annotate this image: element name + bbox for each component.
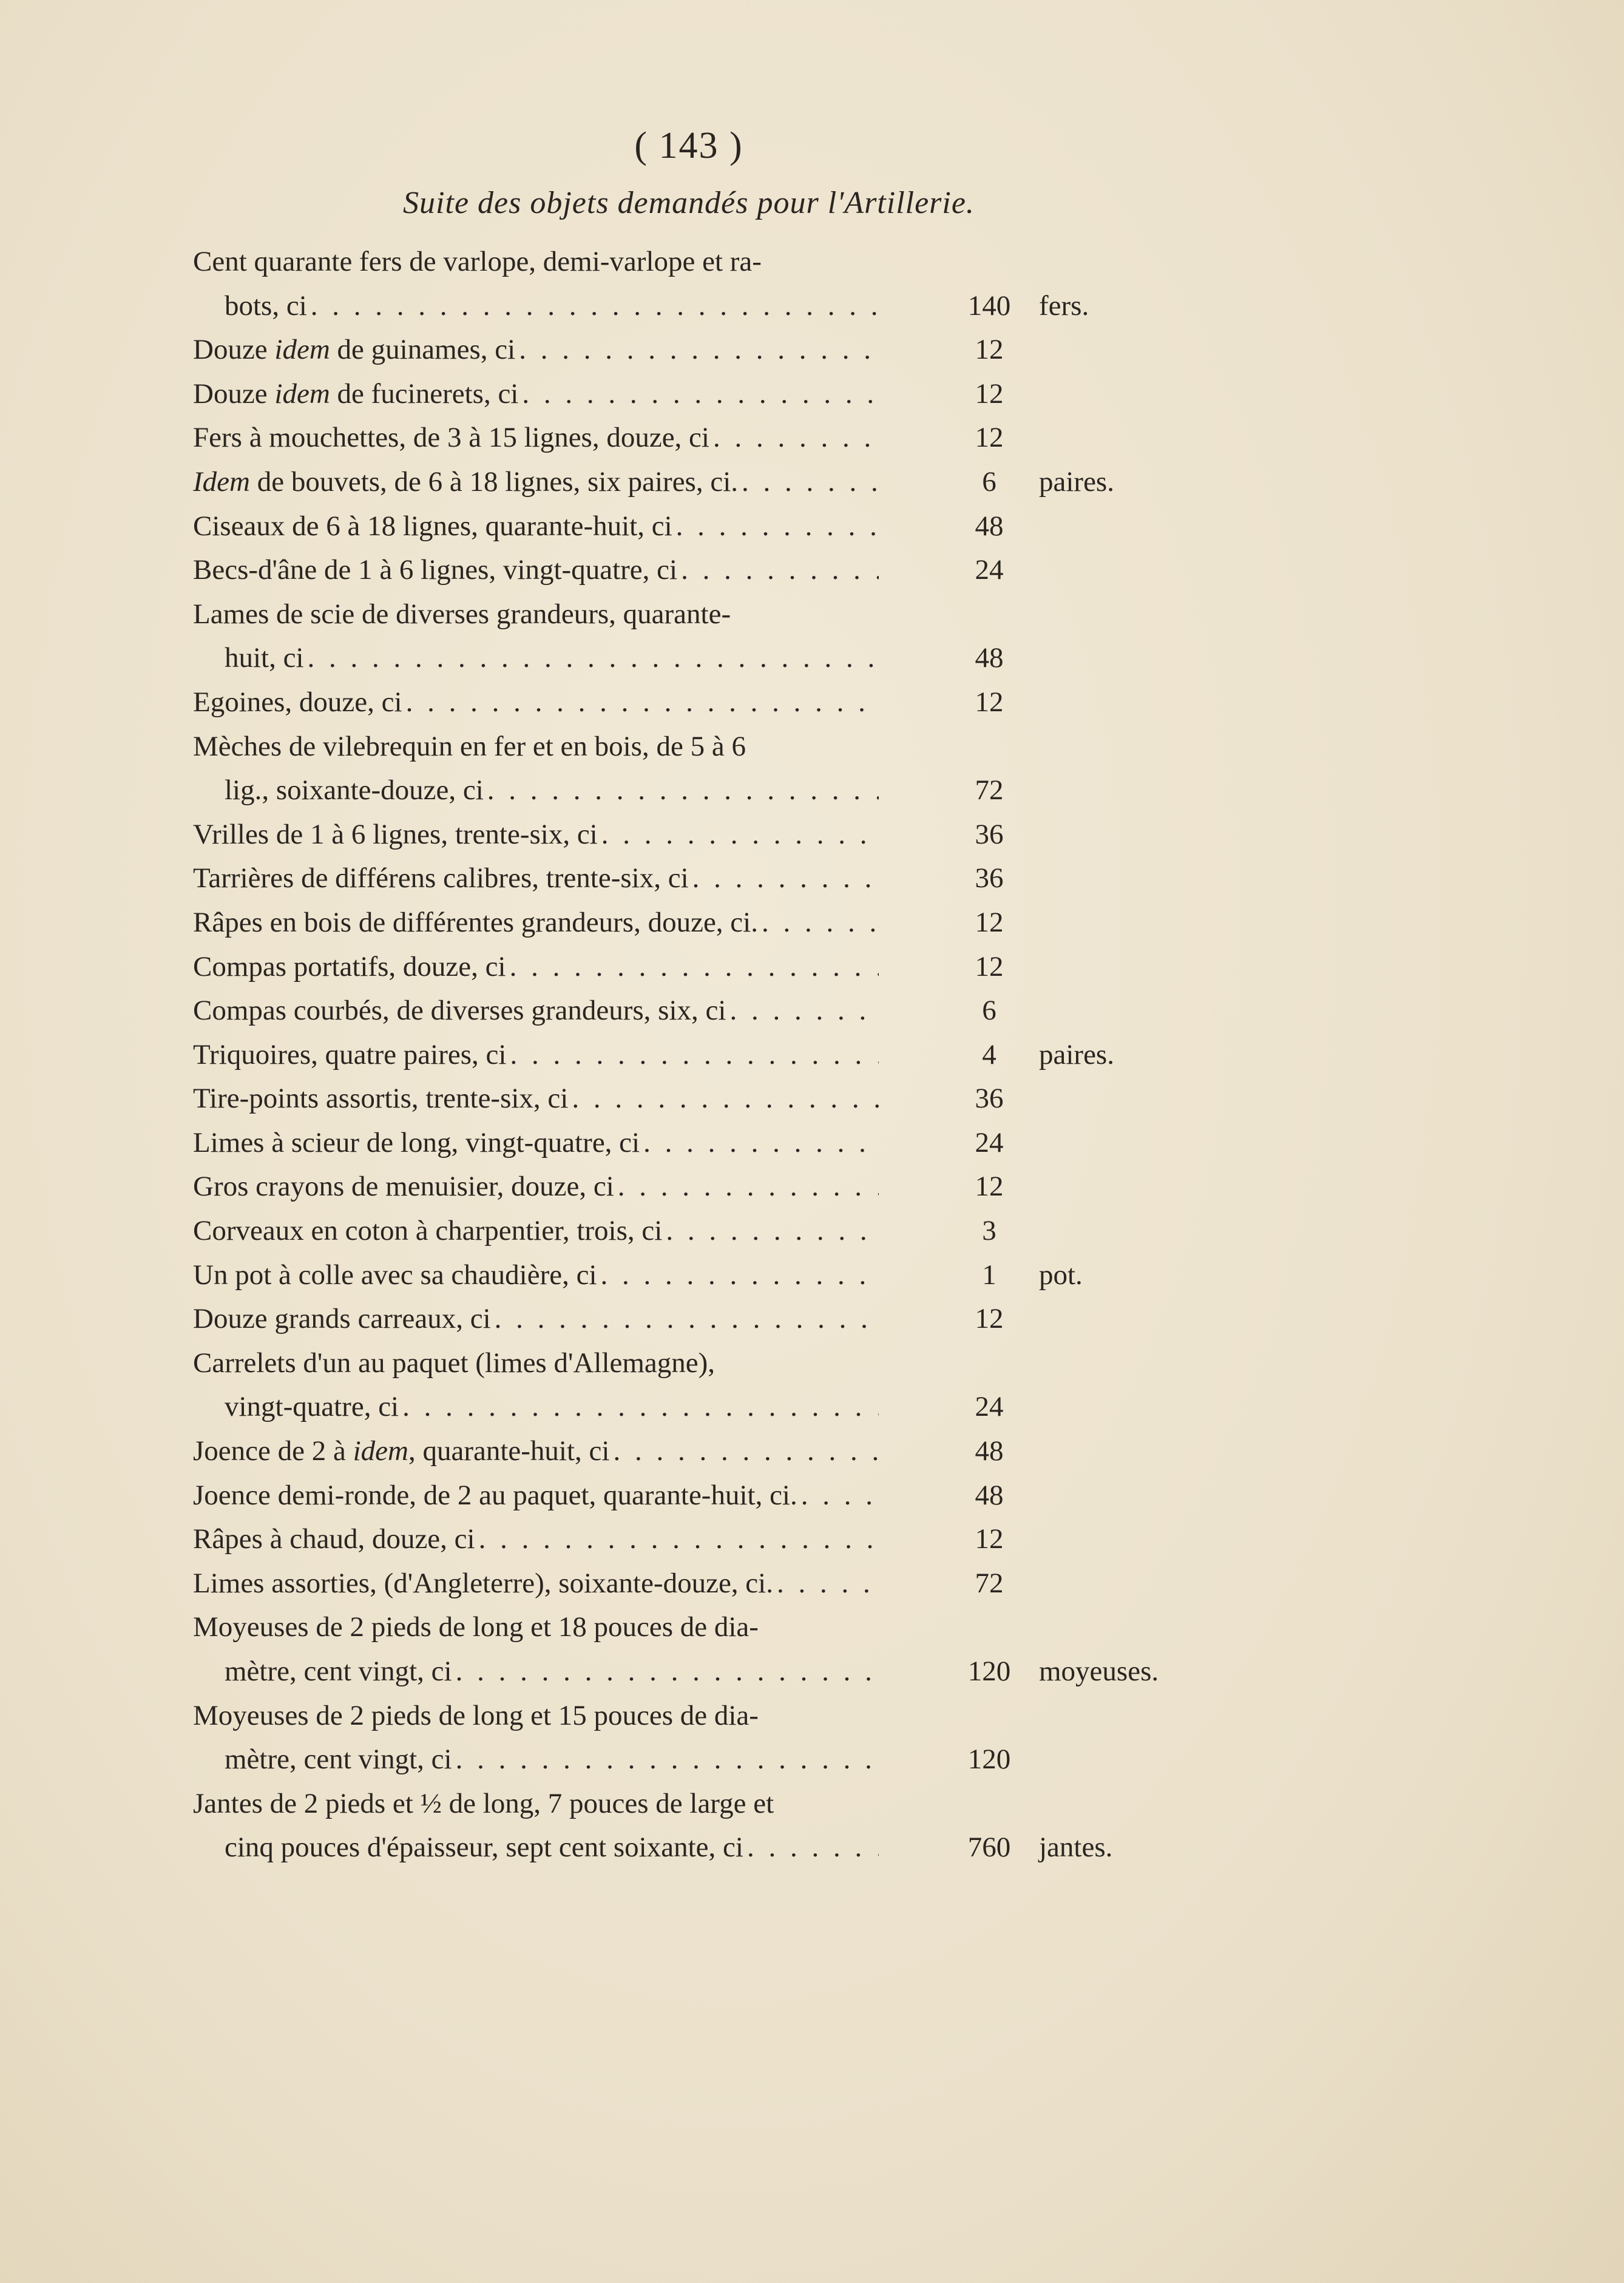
entry-description: bots, ci	[225, 289, 307, 322]
entry-quantity: 12	[975, 1171, 1004, 1203]
entry-description: vingt-quatre, ci	[225, 1391, 399, 1423]
entry-quantity: 24	[975, 1126, 1004, 1158]
list-item	[0, 1121, 1624, 1165]
entry-quantity: 24	[975, 1391, 1004, 1423]
dot-leader	[304, 636, 879, 680]
entry-unit: paires.	[1039, 465, 1114, 498]
list-item	[0, 856, 1624, 901]
list-item	[0, 1297, 1624, 1341]
list-item	[0, 813, 1624, 857]
list-item	[0, 1605, 1624, 1693]
entry-unit: fers.	[1039, 289, 1089, 322]
dot-leader	[506, 945, 879, 989]
entry-line	[0, 768, 1624, 813]
entry-line	[0, 901, 1624, 945]
entry-quantity: 6	[982, 995, 996, 1027]
entry-unit: pot.	[1039, 1259, 1083, 1291]
entry-line	[0, 1165, 1624, 1209]
list-item	[0, 1209, 1624, 1253]
entry-line	[0, 1561, 1624, 1606]
entry-line	[0, 1297, 1624, 1341]
entry-quantity: 12	[975, 422, 1004, 454]
entry-description: huit, ci	[225, 642, 304, 674]
entry-line	[0, 680, 1624, 725]
dot-leader	[518, 372, 879, 416]
entry-line	[0, 1385, 1624, 1429]
entry-description: Limes à scieur de long, vingt-quatre, ci	[193, 1126, 640, 1158]
entry-line	[0, 1737, 1624, 1782]
dot-leader	[598, 813, 879, 857]
section-heading: Suite des objets demandés pour l'Artillerie.	[403, 186, 975, 220]
entry-description: Lames de scie de diverses grandeurs, quarante-	[193, 598, 731, 630]
list-item	[0, 1561, 1624, 1606]
entry-description: Joence demi-ronde, de 2 au paquet, quarante-huit, ci.	[193, 1479, 797, 1511]
entry-line	[0, 1825, 1624, 1870]
entry-quantity: 3	[982, 1215, 996, 1247]
dot-leader	[475, 1517, 879, 1561]
entry-quantity: 140	[967, 289, 1011, 322]
entry-quantity: 12	[975, 1523, 1004, 1555]
list-item	[0, 989, 1624, 1033]
entry-line	[0, 1649, 1624, 1694]
entry-line	[0, 328, 1624, 372]
list-item	[0, 372, 1624, 416]
dot-leader	[689, 856, 879, 901]
entry-quantity: 24	[975, 554, 1004, 586]
entry-line	[0, 372, 1624, 416]
dot-leader	[452, 1649, 879, 1694]
entry-description: Limes assorties, (d'Angleterre), soixante-douze, ci.	[193, 1567, 773, 1599]
dot-leader	[614, 1165, 879, 1209]
entry-quantity: 12	[975, 950, 1004, 983]
entry-quantity: 72	[975, 1567, 1004, 1599]
entry-quantity: 12	[975, 906, 1004, 938]
entry-line	[0, 1209, 1624, 1253]
entry-description: Moyeuses de 2 pieds de long et 18 pouces de dia-	[193, 1611, 759, 1643]
entry-list	[0, 240, 1624, 1870]
entry-unit: jantes.	[1039, 1831, 1113, 1864]
entry-quantity: 48	[975, 510, 1004, 542]
entry-quantity: 36	[975, 862, 1004, 895]
entry-description: Joence de 2 à idem, quarante-huit, ci	[193, 1435, 610, 1467]
dot-leader	[491, 1297, 879, 1341]
entry-description: Idem de bouvets, de 6 à 18 lignes, six paires, ci.	[193, 465, 739, 498]
dot-leader	[758, 901, 879, 945]
dot-leader	[515, 328, 879, 372]
list-item	[0, 1473, 1624, 1518]
dot-leader	[307, 284, 879, 328]
entry-line	[0, 460, 1624, 504]
dot-leader	[672, 504, 879, 549]
dot-leader	[797, 1473, 879, 1518]
list-item	[0, 328, 1624, 372]
list-item	[0, 1517, 1624, 1561]
entry-line	[0, 1341, 1624, 1385]
list-item	[0, 1694, 1624, 1782]
list-item	[0, 1077, 1624, 1121]
dot-leader	[677, 548, 879, 592]
entry-line	[0, 1605, 1624, 1649]
entry-line	[0, 1473, 1624, 1518]
entry-quantity: 12	[975, 1303, 1004, 1335]
entry-line	[0, 989, 1624, 1033]
dot-leader	[773, 1561, 879, 1606]
entry-description: Gros crayons de menuisier, douze, ci	[193, 1171, 614, 1203]
entry-line	[0, 1694, 1624, 1738]
entry-description: Râpes à chaud, douze, ci	[193, 1523, 475, 1555]
entry-line	[0, 504, 1624, 549]
entry-unit: moyeuses.	[1039, 1656, 1159, 1687]
entry-description: lig., soixante-douze, ci	[225, 774, 484, 807]
entry-quantity: 48	[975, 1479, 1004, 1511]
entry-description: Douze idem de fucinerets, ci	[193, 377, 519, 410]
dot-leader	[506, 1033, 879, 1077]
entry-line	[0, 1429, 1624, 1473]
entry-quantity: 120	[967, 1744, 1011, 1776]
list-item	[0, 1165, 1624, 1209]
entry-description: Compas portatifs, douze, ci	[193, 950, 506, 983]
entry-description: Ciseaux de 6 à 18 lignes, quarante-huit, ci	[193, 510, 672, 542]
entry-quantity: 36	[975, 1083, 1004, 1115]
entry-quantity: 6	[982, 465, 996, 498]
entry-description: Becs-d'âne de 1 à 6 lignes, vingt-quatre, ci	[193, 554, 678, 586]
entry-quantity: 4	[982, 1038, 996, 1070]
entry-description: mètre, cent vingt, ci	[225, 1744, 452, 1776]
list-item	[0, 416, 1624, 460]
entry-line	[0, 1077, 1624, 1121]
entry-quantity: 12	[975, 686, 1004, 718]
dot-leader	[399, 1385, 879, 1429]
entry-quantity: 36	[975, 818, 1004, 850]
entry-description: Compas courbés, de diverses grandeurs, six, ci	[193, 995, 726, 1027]
dot-leader	[452, 1737, 879, 1782]
entry-line	[0, 1033, 1624, 1077]
entry-line	[0, 1782, 1624, 1826]
entry-line	[0, 945, 1624, 989]
entry-quantity: 760	[967, 1831, 1011, 1864]
entry-line	[0, 725, 1624, 769]
list-item	[0, 504, 1624, 549]
entry-quantity: 72	[975, 774, 1004, 807]
entry-description: Tire-points assortis, trente-six, ci	[193, 1083, 569, 1115]
entry-description: Moyeuses de 2 pieds de long et 15 pouces de dia-	[193, 1699, 759, 1731]
entry-line	[0, 1517, 1624, 1561]
list-item	[0, 901, 1624, 945]
list-item	[0, 1429, 1624, 1473]
entry-description: cinq pouces d'épaisseur, sept cent soixante, ci	[225, 1831, 743, 1864]
entry-description: Jantes de 2 pieds et ½ de long, 7 pouces de large et	[193, 1787, 774, 1819]
entry-line	[0, 416, 1624, 460]
dot-leader	[640, 1121, 879, 1165]
entry-quantity: 12	[975, 377, 1004, 410]
entry-description: Triquoires, quatre paires, ci	[193, 1038, 507, 1070]
dot-leader	[726, 989, 879, 1033]
entry-quantity: 1	[982, 1259, 996, 1291]
entry-description: Cent quarante fers de varlope, demi-varlope et ra-	[193, 246, 762, 277]
entry-description: Un pot à colle avec sa chaudière, ci	[193, 1259, 597, 1291]
dot-leader	[568, 1077, 879, 1121]
list-item	[0, 945, 1624, 989]
entry-quantity: 48	[975, 1435, 1004, 1467]
entry-line	[0, 592, 1624, 637]
list-item	[0, 1341, 1624, 1429]
dot-leader	[402, 680, 879, 725]
entry-line	[0, 813, 1624, 857]
entry-description: Vrilles de 1 à 6 lignes, trente-six, ci	[193, 818, 598, 850]
list-item	[0, 1782, 1624, 1870]
list-item	[0, 240, 1624, 328]
entry-quantity: 48	[975, 642, 1004, 674]
list-item	[0, 1253, 1624, 1297]
dot-leader	[609, 1429, 879, 1473]
page-number: ( 143 )	[634, 125, 743, 166]
entry-description: Tarrières de différens calibres, trente-six, ci	[193, 862, 689, 895]
list-item	[0, 460, 1624, 504]
entry-description: Râpes en bois de différentes grandeurs, douze, ci.	[193, 906, 758, 938]
list-item	[0, 680, 1624, 725]
dot-leader	[743, 1825, 879, 1870]
entry-description: Corveaux en coton à charpentier, trois, ci	[193, 1215, 663, 1247]
entry-description: Egoines, douze, ci	[193, 686, 402, 718]
entry-quantity: 12	[975, 334, 1004, 366]
entry-line	[0, 636, 1624, 680]
entry-description: Douze grands carreaux, ci	[193, 1303, 491, 1335]
list-item	[0, 548, 1624, 592]
entry-quantity: 120	[967, 1656, 1011, 1687]
dot-leader	[484, 768, 879, 813]
entry-line	[0, 284, 1624, 328]
dot-leader	[597, 1253, 879, 1297]
list-item	[0, 1033, 1624, 1077]
entry-line	[0, 1121, 1624, 1165]
entry-unit: paires.	[1039, 1038, 1114, 1070]
entry-line	[0, 856, 1624, 901]
entry-description: mètre, cent vingt, ci	[225, 1656, 452, 1687]
entry-description: Douze idem de guinames, ci	[193, 334, 516, 366]
dot-leader	[709, 416, 879, 460]
list-item	[0, 592, 1624, 680]
entry-description: Mèches de vilebrequin en fer et en bois, de 5 à 6	[193, 730, 746, 762]
entry-line	[0, 240, 1624, 284]
entry-description: Carrelets d'un au paquet (limes d'Allemagne),	[193, 1347, 716, 1379]
entry-line	[0, 548, 1624, 592]
dot-leader	[662, 1209, 879, 1253]
dot-leader	[738, 460, 879, 504]
list-item	[0, 725, 1624, 813]
entry-description: Fers à mouchettes, de 3 à 15 lignes, douze, ci	[193, 422, 709, 454]
entry-line	[0, 1253, 1624, 1297]
